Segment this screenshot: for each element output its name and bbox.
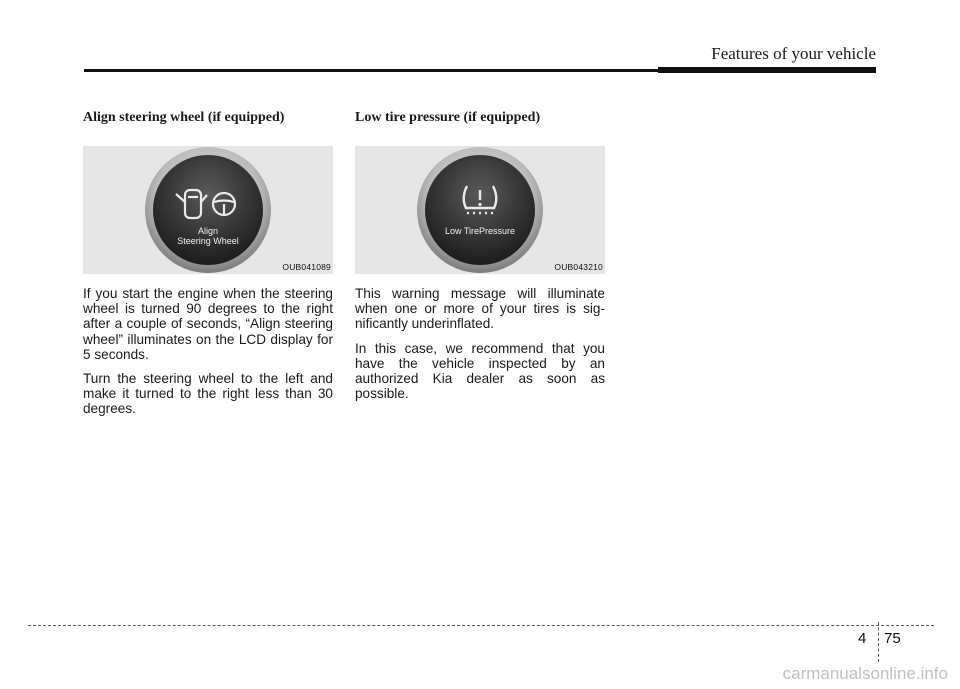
paragraph: This warning message will illuminate when one or more of your tires is sig-nificantly underinflated.: [355, 286, 605, 332]
section-heading: Align steering wheel (if equipped): [83, 110, 285, 125]
align-steering-display-icon: [83, 146, 333, 274]
figure-low-tire-pressure: [355, 146, 605, 274]
low-tire-pressure-display-icon: [355, 146, 605, 274]
figure-label-line-1: Align: [197, 226, 219, 236]
figure-code: OUB043210: [554, 262, 603, 272]
chapter-number: 4: [858, 630, 867, 647]
page-number: 75: [884, 630, 901, 647]
figure-align-steering: [83, 146, 333, 274]
watermark: carmanualsonline.info: [782, 664, 948, 683]
page-number-divider: [878, 622, 879, 662]
figure-code: OUB041089: [282, 262, 331, 272]
figure-label-line-2: Steering Wheel: [177, 236, 239, 246]
section-align-steering: [83, 110, 333, 426]
paragraph: If you start the engine when the steering wheel is turned 90 degrees to the right after a couple of seconds, “Align steering wheel” illuminates on the LCD display for 5 seconds.: [83, 286, 333, 362]
paragraph: In this case, we recommend that you have the vehicle inspected by an authorized Kia dealer as soon as possible.: [355, 340, 605, 402]
running-header: Features of your vehicle: [711, 44, 876, 63]
section-heading: Low tire pressure (if equipped): [355, 110, 541, 125]
header-rule-accent: [658, 67, 876, 73]
section-low-tire-pressure: [355, 110, 605, 410]
figure-label: Low TirePressure: [444, 226, 516, 236]
paragraph: Turn the steering wheel to the left and make it turned to the right less than 30 degrees.: [83, 371, 333, 417]
footer-rule: [28, 625, 934, 626]
